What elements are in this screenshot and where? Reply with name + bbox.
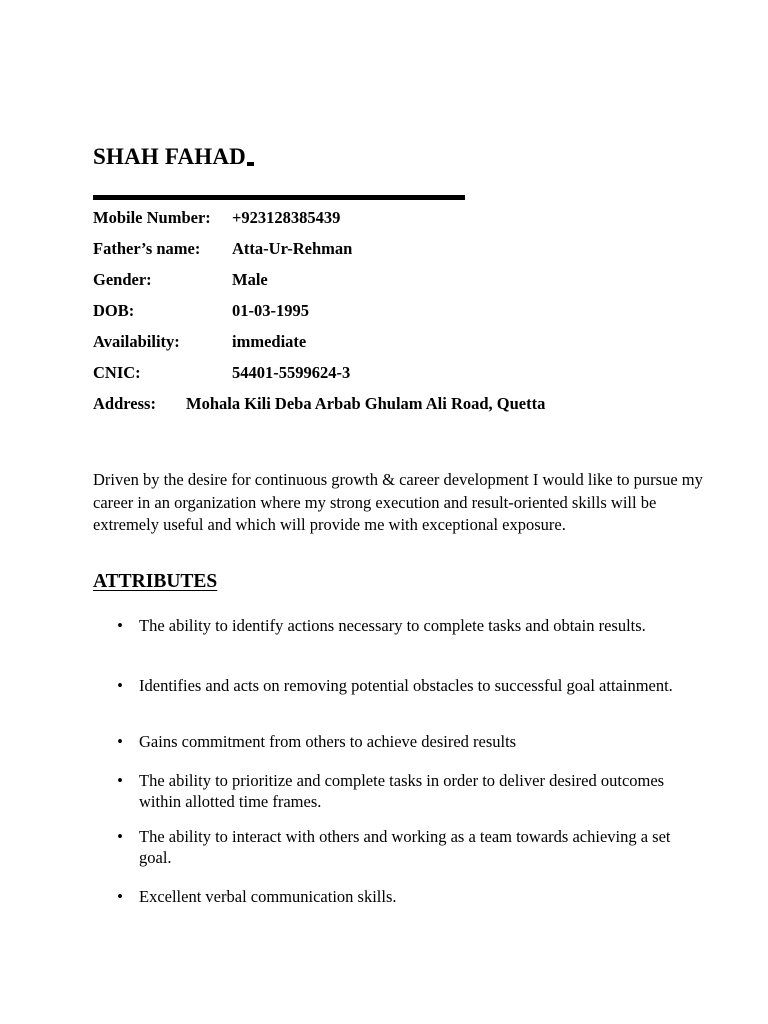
info-row-gender	[93, 270, 268, 290]
info-row-father	[93, 239, 352, 259]
info-row-cnic	[93, 363, 350, 383]
dob-label: DOB:	[93, 301, 135, 320]
bullet-icon: •	[117, 887, 123, 906]
gender-value: Male	[232, 270, 268, 289]
availability-value: immediate	[232, 332, 307, 351]
address-label: Address:	[93, 394, 156, 413]
info-row-mobile	[93, 208, 340, 228]
name-divider	[93, 195, 465, 200]
attribute-item	[117, 676, 679, 697]
mobile-value: +923128385439	[232, 208, 341, 227]
bullet-icon: •	[117, 732, 123, 751]
attribute-text: Identifies and acts on removing potential obstacles to successful goal attainment.	[139, 676, 673, 695]
attribute-item	[117, 827, 679, 868]
attribute-text: The ability to prioritize and complete tasks in order to deliver desired outcomes within allotted time frames.	[139, 771, 665, 811]
bullet-icon: •	[117, 771, 123, 790]
father-name-value: Atta-Ur-Rehman	[232, 239, 353, 258]
attributes-heading: ATTRIBUTES	[93, 571, 218, 592]
info-row-dob	[93, 301, 309, 321]
attribute-text: The ability to interact with others and working as a team towards achieving a set goal.	[139, 827, 671, 867]
cnic-label: CNIC:	[93, 363, 141, 382]
career-objective: Driven by the desire for continuous growth & career development I would like to pursue my career in an organization where my strong execution and result-oriented skills will be extremely useful and which will provide me with exceptional exposure.	[93, 470, 703, 535]
attribute-item	[117, 771, 679, 812]
bullet-icon: •	[117, 827, 123, 846]
candidate-name	[93, 140, 254, 174]
mobile-label: Mobile Number:	[93, 208, 211, 227]
address-value: Mohala Kili Deba Arbab Ghulam Ali Road, Quetta	[186, 394, 546, 413]
attribute-item	[117, 887, 679, 908]
attribute-text: The ability to identify actions necessary to complete tasks and obtain results.	[139, 616, 646, 635]
attribute-text: Excellent verbal communication skills.	[139, 887, 397, 906]
dob-value: 01-03-1995	[232, 301, 309, 320]
gender-label: Gender:	[93, 270, 152, 289]
attribute-text: Gains commitment from others to achieve desired results	[139, 732, 517, 751]
availability-label: Availability:	[93, 332, 180, 351]
father-name-label: Father’s name:	[93, 239, 201, 258]
attribute-item	[117, 616, 679, 637]
bullet-icon: •	[117, 616, 123, 635]
attribute-item	[117, 732, 679, 753]
info-row-address	[93, 394, 545, 414]
name-underscore-mark	[247, 162, 254, 166]
cnic-value: 54401-5599624-3	[232, 363, 351, 382]
info-row-availability	[93, 332, 306, 352]
bullet-icon: •	[117, 676, 123, 695]
candidate-name-text: SHAH FAHAD	[93, 144, 246, 169]
